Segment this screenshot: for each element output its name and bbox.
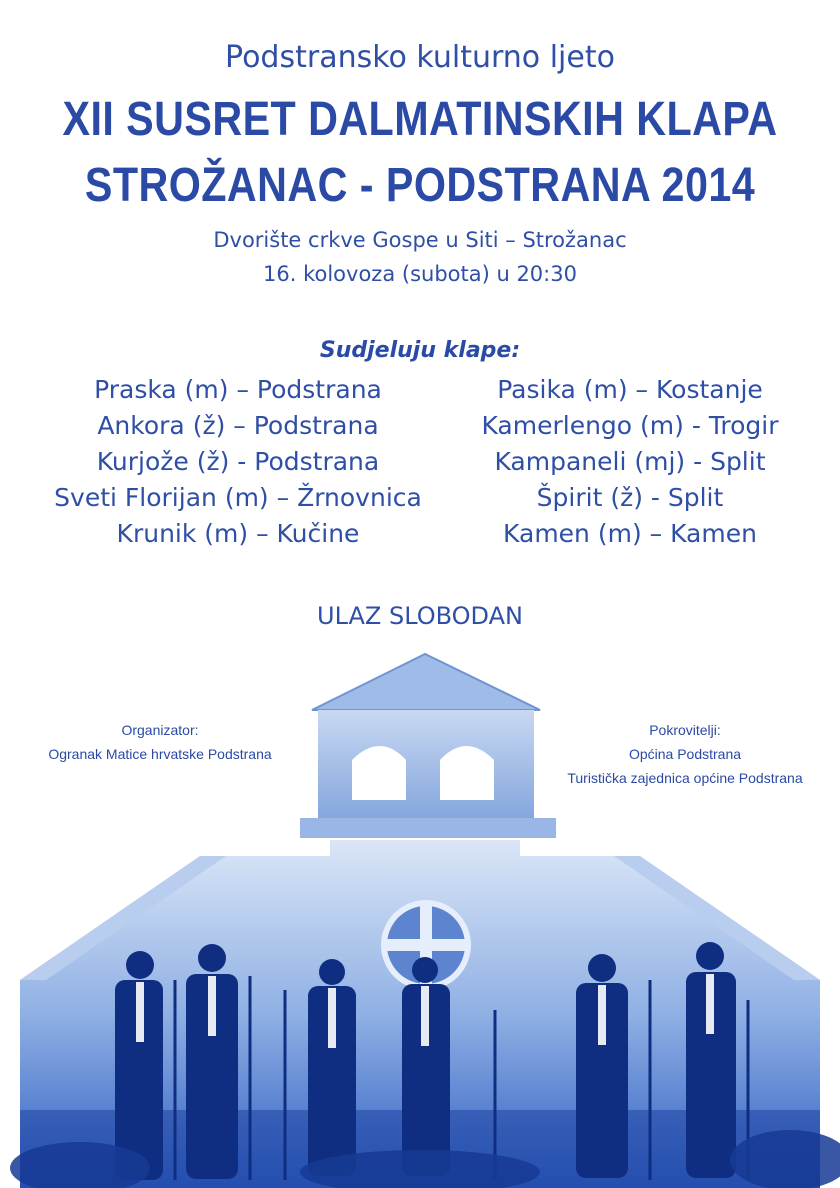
participant-item: Kurjože (ž) - Podstrana	[96, 447, 380, 476]
date-time-text: 16. kolovoza (subota) u 20:30	[263, 262, 577, 286]
participant-item: Kamen (m) – Kamen	[503, 519, 757, 548]
sponsors-label: Pokrovitelji:	[649, 722, 721, 738]
participants-right-column	[420, 372, 840, 552]
organizer-name: Ogranak Matice hrvatske Podstrana	[48, 746, 272, 762]
participants-heading: Sudjeluju klape:	[319, 338, 521, 363]
organizer-block	[20, 718, 300, 766]
participant-item: Sveti Florijan (m) – Žrnovnica	[54, 483, 422, 512]
organizer-label: Organizator:	[121, 722, 199, 738]
event-title-line-2: STROŽANAC - PODSTRANA 2014	[84, 159, 756, 212]
participant-item: Špirit (ž) - Split	[536, 483, 724, 512]
sponsors-block	[540, 718, 830, 790]
participant-item: Praska (m) – Podstrana	[94, 375, 382, 404]
participant-item: Kampaneli (mj) - Split	[494, 447, 766, 476]
participant-item: Pasika (m) – Kostanje	[497, 375, 763, 404]
free-entry-text: ULAZ SLOBODAN	[317, 602, 523, 630]
participant-item: Kamerlengo (m) - Trogir	[481, 411, 779, 440]
participant-item: Krunik (m) – Kučine	[116, 519, 360, 548]
participants-left-column	[28, 372, 448, 552]
venue-text: Dvorište crkve Gospe u Siti – Strožanac	[213, 228, 627, 252]
participant-item: Ankora (ž) – Podstrana	[97, 411, 379, 440]
sponsor-name: Turistička zajednica općine Podstrana	[567, 770, 803, 786]
sponsor-name: Općina Podstrana	[628, 746, 742, 762]
event-title-line-1: XII SUSRET DALMATINSKIH KLAPA	[62, 93, 778, 146]
event-series-title: Podstransko kulturno ljeto	[225, 40, 615, 75]
